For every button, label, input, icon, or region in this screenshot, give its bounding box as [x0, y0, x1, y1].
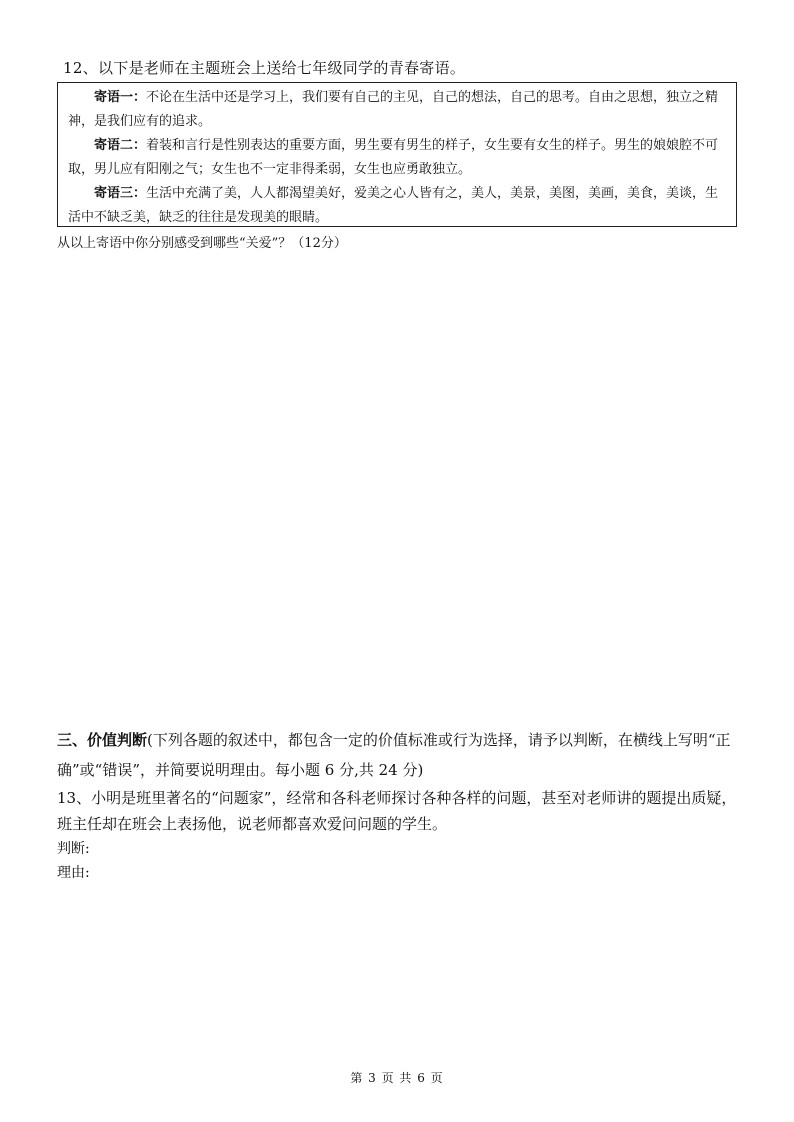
question-13-text: 13、小明是班里著名的“问题家”，经常和各科老师探讨各种各样的问题，甚至对老师讲的题提出质疑，班主任却在班会上表扬他，说老师都喜欢爱问问题的学生。: [57, 789, 737, 833]
page-footer: 第 3 页 共 6 页: [350, 1071, 444, 1085]
message-1: [68, 86, 726, 134]
question-13: [57, 785, 747, 885]
question-12-title: 12、以下是老师在主题班会上送给七年级同学的青春寄语。: [63, 59, 466, 77]
message-1-label: 寄语一：: [94, 90, 147, 105]
message-3-text: 生活中充满了美，人人都渴望美好，爱美之心人皆有之，美人，美景，美图，美画，美食，美谈，生活中不缺乏美，缺乏的往往是发现美的眼睛。: [68, 186, 719, 225]
message-1-text: 不论在生活中还是学习上，我们要有自己的主见，自己的想法，自己的思考。自由之思想，独立之精神，是我们应有的追求。: [68, 90, 719, 129]
section-3-header: [57, 725, 747, 785]
message-2-label: 寄语二：: [94, 138, 147, 153]
messages-box: [57, 82, 737, 227]
judge-label: 判断:: [57, 841, 90, 857]
message-2-text: 着装和言行是性别表达的重要方面，男生要有男生的样子，女生要有女生的样子。男生的娘娘腔不可取，男儿应有阳刚之气；女生也不一定非得柔弱，女生也应勇敢独立。: [68, 138, 719, 177]
message-3: [68, 182, 726, 230]
question-12-prompt: 从以上寄语中你分别感受到哪些“关爱”？（12分）: [57, 236, 347, 251]
message-2: [68, 134, 726, 182]
reason-label: 理由:: [57, 865, 90, 881]
message-3-label: 寄语三：: [94, 186, 147, 201]
section-3-instructions: (下列各题的叙述中，都包含一定的价值标准或行为选择，请予以判断，在横线上写明“正确”或“错误”，并简要说明理由。每小题 6 分,共 24 分): [57, 731, 731, 779]
section-3-heading: 三、价值判断: [57, 731, 148, 749]
